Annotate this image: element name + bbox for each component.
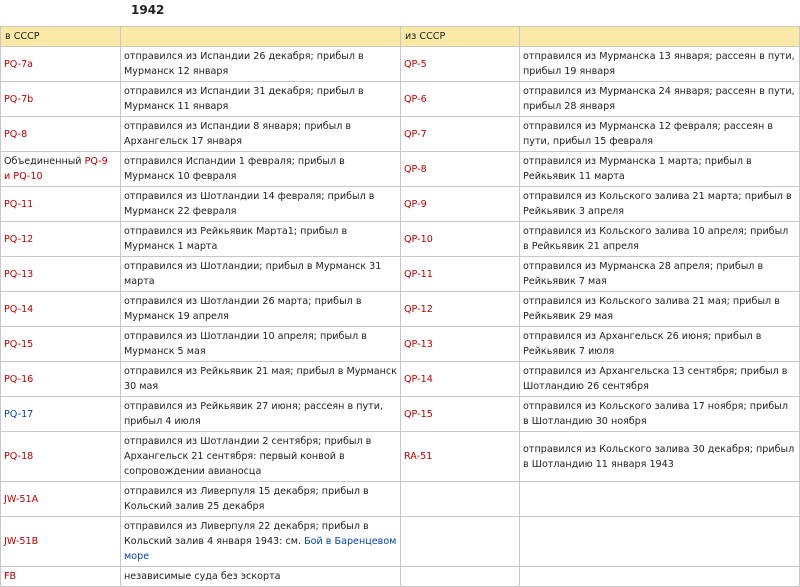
- convoy-link[interactable]: QP-13: [404, 338, 433, 350]
- from-ussr-convoy-cell: [401, 482, 520, 517]
- to-ussr-description-cell: [121, 327, 401, 362]
- year-heading: 1942: [131, 3, 165, 17]
- to-ussr-convoy-cell: [1, 362, 121, 397]
- convoy-link[interactable]: PQ-11: [4, 198, 34, 210]
- convoy-description: отправился из Мурманска 28 апреля; прибыл в Рейкьявик 7 мая: [523, 261, 764, 287]
- convoy-description: отправился из Ливерпуля 22 декабря; прибыл в Кольский залив 4 января 1943: см.: [124, 521, 369, 547]
- to-ussr-convoy-cell: [1, 292, 121, 327]
- from-ussr-description-cell: [520, 47, 800, 82]
- to-ussr-description-cell: [121, 397, 401, 432]
- convoy-description: независимые суда без эскорта: [124, 571, 281, 582]
- convoy-description: отправился из Мурманска 13 января; рассеян в пути, прибыл 19 января: [523, 51, 795, 77]
- from-ussr-description-cell: [520, 482, 800, 517]
- convoy-description: отправился из Мурманска 1 марта; прибыл в Рейкьявик 11 марта: [523, 156, 752, 182]
- to-ussr-description-cell: [121, 257, 401, 292]
- convoy-description: отправился из Архангельск 26 июня; прибыл в Рейкьявик 7 июля: [523, 331, 762, 357]
- convoy-description: отправился из Шотландии 10 апреля; прибыл в Мурманск 5 мая: [124, 331, 367, 357]
- from-ussr-description-cell: [520, 117, 800, 152]
- convoy-link[interactable]: FB: [4, 571, 17, 582]
- convoy-link[interactable]: PQ-14: [4, 303, 34, 315]
- from-ussr-convoy-cell: [401, 222, 520, 257]
- table-row: [1, 482, 800, 517]
- table-row: [1, 432, 800, 482]
- table-row: [1, 362, 800, 397]
- table-row: [1, 327, 800, 362]
- to-ussr-convoy-cell: [1, 257, 121, 292]
- convoy-link[interactable]: QP-12: [404, 303, 433, 315]
- convoy-link[interactable]: QP-10: [404, 233, 433, 245]
- to-ussr-description-cell: [121, 362, 401, 397]
- to-ussr-description-cell: [121, 222, 401, 257]
- to-ussr-description-cell: [121, 187, 401, 222]
- convoy-description: отправился из Рейкьявик Марта1; прибыл в Мурманск 1 марта: [124, 226, 348, 252]
- convoy-link[interactable]: PQ-7a: [4, 58, 34, 70]
- convoy-description: отправился из Шотландии 2 сентября; прибыл в Архангельск 21 сентября: первый конвой в сопровождении авианосца: [124, 436, 372, 477]
- from-ussr-convoy-cell: [401, 152, 520, 187]
- convoy-link[interactable]: QP-8: [404, 163, 427, 175]
- from-ussr-convoy-cell: [401, 397, 520, 432]
- convoys-table: [0, 26, 800, 587]
- convoy-link[interactable]: PQ-12: [4, 233, 34, 245]
- to-ussr-description-cell: [121, 567, 401, 587]
- convoy-description: отправился из Архангельска 13 сентября; прибыл в Шотландию 26 сентября: [523, 366, 788, 392]
- convoy-description: отправился из Мурманска 24 января; рассеян в пути, прибыл 28 января: [523, 86, 795, 112]
- table-row: [1, 82, 800, 117]
- convoy-link[interactable]: QP-5: [404, 58, 427, 70]
- convoy-link[interactable]: PQ-9 и PQ-10: [4, 156, 108, 182]
- from-ussr-convoy-cell: [401, 47, 520, 82]
- convoy-link[interactable]: PQ-8: [4, 128, 28, 140]
- to-ussr-convoy-cell: [1, 432, 121, 482]
- from-ussr-convoy-cell: [401, 362, 520, 397]
- header-to-ussr: в СССР: [1, 27, 121, 47]
- to-ussr-convoy-cell: [1, 397, 121, 432]
- to-ussr-description-cell: [121, 47, 401, 82]
- from-ussr-convoy-cell: [401, 82, 520, 117]
- to-ussr-description-cell: [121, 82, 401, 117]
- convoy-description: отправился из Мурманска 12 февраля; рассеян в пути, прибыл 15 февраля: [523, 121, 773, 147]
- convoy-description: отправился из Кольского залива 17 ноября; прибыл в Шотландию 30 ноября: [523, 401, 788, 427]
- from-ussr-description-cell: [520, 82, 800, 117]
- table-header-row: [1, 27, 800, 47]
- convoy-description: отправился из Ливерпуля 15 декабря; прибыл в Кольский залив 25 декабря: [124, 486, 369, 512]
- convoy-link[interactable]: PQ-18: [4, 451, 34, 462]
- table-row: [1, 187, 800, 222]
- convoy-link[interactable]: JW-51A: [4, 493, 39, 505]
- from-ussr-description-cell: [520, 257, 800, 292]
- convoy-description: отправился из Кольского залива 21 мая; прибыл в Рейкьявик 29 мая: [523, 296, 780, 322]
- to-ussr-description-cell: [121, 292, 401, 327]
- to-ussr-description-cell: [121, 432, 401, 482]
- from-ussr-convoy-cell: [401, 117, 520, 152]
- to-ussr-description-cell: [121, 117, 401, 152]
- from-ussr-description-cell: [520, 327, 800, 362]
- to-ussr-convoy-cell: [1, 47, 121, 82]
- to-ussr-convoy-cell: [1, 482, 121, 517]
- convoy-link[interactable]: PQ-15: [4, 338, 34, 350]
- convoy-link[interactable]: PQ-16: [4, 373, 34, 385]
- convoy-link[interactable]: QP-15: [404, 408, 433, 420]
- convoy-description: отправился из Кольского залива 10 апреля; прибыл в Рейкьявик 21 апреля: [523, 226, 789, 252]
- table-row: [1, 397, 800, 432]
- convoy-description: отправился из Испандии 31 декабря; прибыл в Мурманск 11 января: [124, 86, 364, 112]
- header-from-ussr: из СССР: [401, 27, 520, 47]
- convoy-description: отправился Испандии 1 февраля; прибыл в Мурманск 10 февраля: [124, 156, 345, 182]
- convoy-link[interactable]: PQ-7b: [4, 93, 34, 105]
- convoy-description: отправился из Шотландии 14 февраля; прибыл в Мурманск 22 февраля: [124, 191, 375, 217]
- convoy-description: отправился из Кольского залива 21 марта; прибыл в Рейкьявик 3 апреля: [523, 191, 792, 217]
- from-ussr-convoy-cell: [401, 257, 520, 292]
- table-row: [1, 292, 800, 327]
- from-ussr-convoy-cell: [401, 327, 520, 362]
- from-ussr-convoy-cell: [401, 292, 520, 327]
- to-ussr-convoy-cell: [1, 152, 121, 187]
- from-ussr-description-cell: [520, 397, 800, 432]
- to-ussr-description-cell: [121, 152, 401, 187]
- convoy-description: отправился из Рейкьявик 27 июня; рассеян в пути, прибыл 4 июля: [124, 401, 384, 427]
- from-ussr-description-cell: [520, 567, 800, 587]
- convoy-description: отправился из Шотландии; прибыл в Мурманск 31 марта: [124, 261, 382, 287]
- table-row: [1, 152, 800, 187]
- to-ussr-convoy-cell: [1, 567, 121, 587]
- from-ussr-description-cell: [520, 222, 800, 257]
- convoy-link[interactable]: RA-51: [404, 451, 433, 462]
- table-row: [1, 517, 800, 567]
- to-ussr-convoy-cell: [1, 117, 121, 152]
- table-row: [1, 567, 800, 587]
- battle-link[interactable]: Бой в Баренцевом море: [124, 536, 397, 562]
- from-ussr-description-cell: [520, 187, 800, 222]
- convoy-link[interactable]: QP-7: [404, 128, 427, 140]
- convoy-link[interactable]: QP-6: [404, 93, 427, 105]
- table-row: [1, 47, 800, 82]
- convoy-link[interactable]: PQ-13: [4, 268, 34, 280]
- table-row: [1, 257, 800, 292]
- from-ussr-convoy-cell: [401, 187, 520, 222]
- to-ussr-convoy-cell: [1, 82, 121, 117]
- header-to-ussr-desc: [121, 27, 401, 47]
- from-ussr-description-cell: [520, 292, 800, 327]
- to-ussr-convoy-cell: [1, 187, 121, 222]
- from-ussr-convoy-cell: [401, 517, 520, 567]
- to-ussr-convoy-cell: [1, 517, 121, 567]
- convoy-description: отправился из Кольского залива 30 декабря; прибыл в Шотландию 11 января 1943: [523, 443, 795, 470]
- convoy-description: отправился из Испандии 8 января; прибыл в Архангельск 17 января: [124, 121, 352, 147]
- to-ussr-convoy-cell: [1, 327, 121, 362]
- table-row: [1, 222, 800, 257]
- from-ussr-convoy-cell: [401, 567, 520, 587]
- table-row: [1, 117, 800, 152]
- convoy-link[interactable]: QP-11: [404, 268, 433, 280]
- to-ussr-description-cell: [121, 517, 401, 567]
- convoy-link[interactable]: PQ-17: [4, 408, 34, 420]
- from-ussr-description-cell: [520, 362, 800, 397]
- from-ussr-description-cell: [520, 432, 800, 482]
- convoy-link[interactable]: JW-51B: [4, 536, 39, 547]
- convoy-description: отправился из Испандии 26 декабря; прибыл в Мурманск 12 января: [124, 51, 364, 77]
- from-ussr-description-cell: [520, 517, 800, 567]
- to-ussr-description-cell: [121, 482, 401, 517]
- convoy-description: отправился из Рейкьявик 21 мая; прибыл в Мурманск 30 мая: [124, 366, 397, 392]
- from-ussr-description-cell: [520, 152, 800, 187]
- convoy-link[interactable]: QP-9: [404, 198, 427, 210]
- to-ussr-convoy-cell: [1, 222, 121, 257]
- from-ussr-convoy-cell: [401, 432, 520, 482]
- convoy-link[interactable]: QP-14: [404, 373, 433, 385]
- convoy-description: отправился из Шотландии 26 марта; прибыл в Мурманск 19 апреля: [124, 296, 362, 322]
- convoy-prefix: Объединенный: [4, 156, 85, 167]
- header-from-ussr-desc: [520, 27, 800, 47]
